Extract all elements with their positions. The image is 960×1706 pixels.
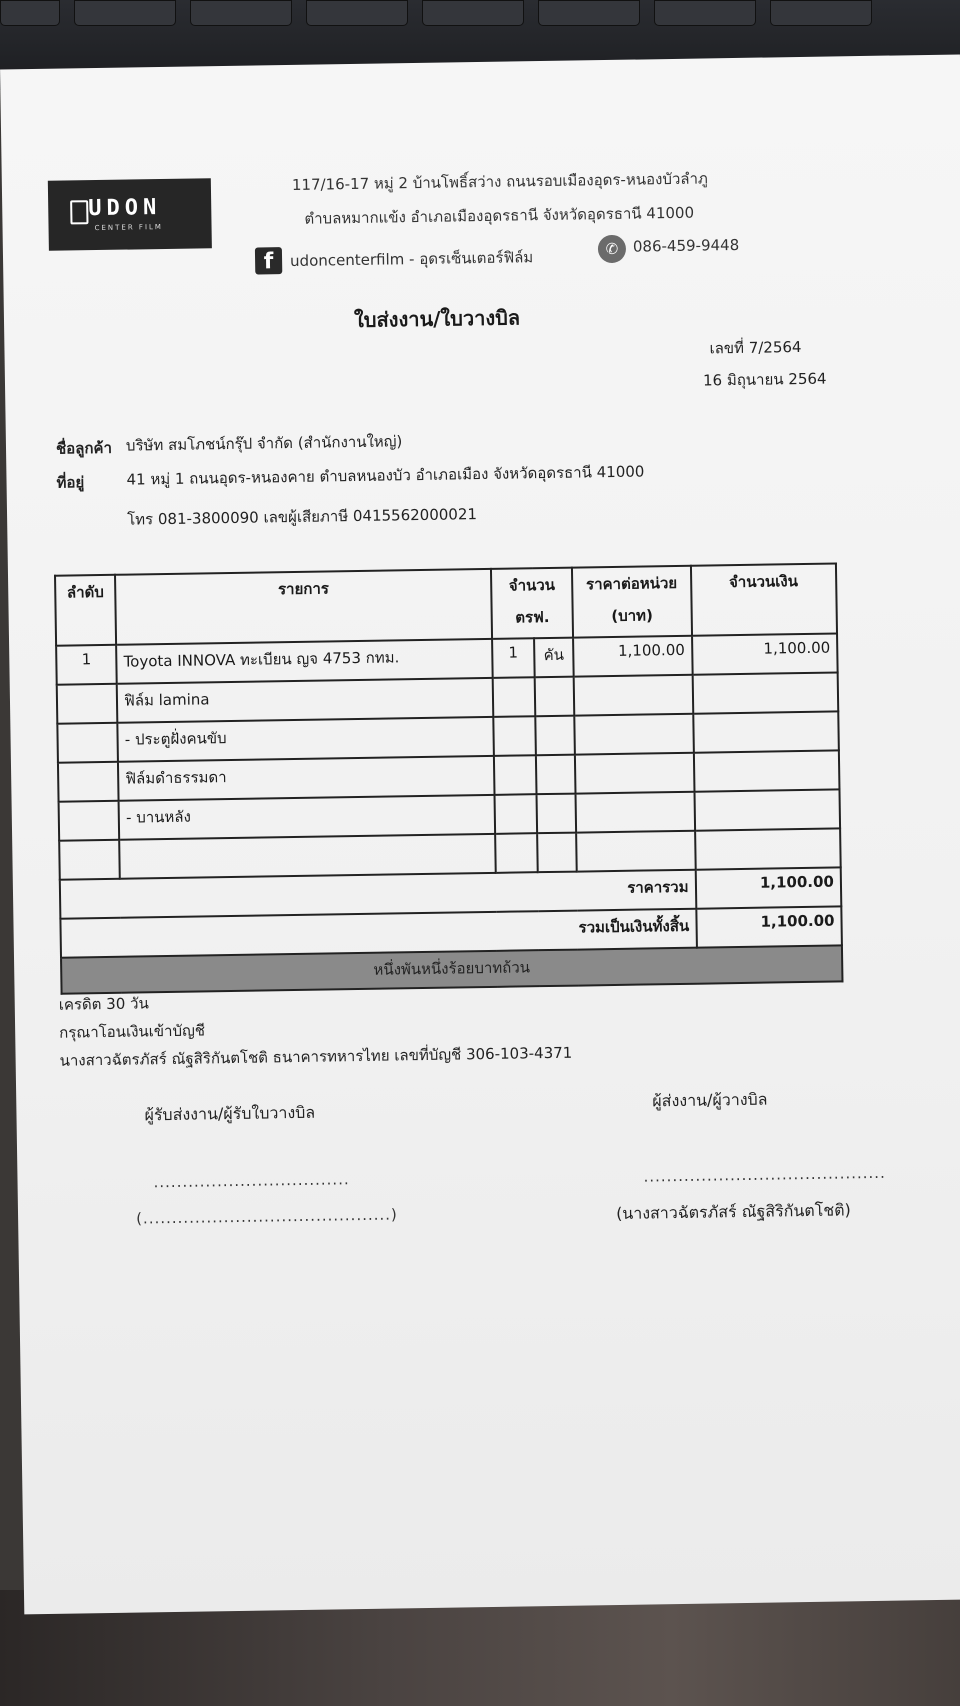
subtotal-value: 1,100.00 bbox=[695, 867, 841, 908]
amount-in-words: หนึ่งพันหนึ่งร้อยบาทถ้วน bbox=[61, 945, 842, 993]
header-qty bbox=[491, 568, 573, 639]
document-number: เลขที่ 7/2564 bbox=[709, 337, 802, 358]
row-unit bbox=[534, 677, 574, 717]
company-logo bbox=[48, 178, 212, 251]
subtotal-label: ราคารวม bbox=[60, 870, 696, 919]
row-unit: คัน bbox=[534, 638, 574, 678]
row-no bbox=[57, 684, 118, 724]
company-facebook: udoncenterfilm - อุดรเซ็นเตอร์ฟิล์ม bbox=[289, 248, 534, 271]
header-unit-price bbox=[572, 566, 691, 638]
sender-label: ผู้ส่งงาน/ผู้วางบิล bbox=[652, 1089, 768, 1111]
row-amount: 1,100.00 bbox=[692, 633, 838, 674]
keyboard-key bbox=[654, 0, 756, 26]
phone-icon: ✆ bbox=[598, 235, 626, 263]
row-amount bbox=[692, 672, 838, 713]
table-header-row bbox=[55, 563, 837, 645]
header-item: รายการ bbox=[115, 569, 492, 645]
receiver-label: ผู้รับส่งงาน/ผู้รับใบวางบิล bbox=[144, 1102, 316, 1125]
header-qty-line1: จำนวน bbox=[508, 575, 556, 595]
row-amount bbox=[694, 789, 840, 830]
keyboard-key bbox=[74, 0, 176, 26]
keyboard-key bbox=[538, 0, 640, 26]
row-item: ฟิล์ม lamina bbox=[117, 678, 494, 723]
logo-text: UDON bbox=[88, 195, 162, 222]
keyboard-key bbox=[422, 0, 524, 26]
row-no bbox=[59, 801, 120, 841]
row-amount bbox=[693, 750, 839, 791]
row-qty bbox=[493, 716, 535, 756]
row-price bbox=[576, 831, 695, 872]
row-no bbox=[58, 762, 119, 802]
row-qty bbox=[494, 755, 536, 795]
row-amount bbox=[695, 828, 841, 869]
row-unit bbox=[535, 716, 575, 756]
total-label: รวมเป็นเงินทั้งสิ้น bbox=[60, 909, 696, 958]
row-no bbox=[59, 840, 120, 880]
customer-name: บริษัท สมโภชน์กรุ๊ป จำกัด (สำนักงานใหญ่) bbox=[125, 432, 403, 455]
row-qty bbox=[495, 833, 537, 873]
row-unit bbox=[537, 833, 577, 873]
invoice-paper bbox=[0, 54, 960, 1614]
credit-terms: เครดิต 30 วัน bbox=[58, 994, 149, 1014]
row-item: - บานหลัง bbox=[119, 795, 496, 840]
row-no: 1 bbox=[56, 645, 117, 685]
company-address-line2: ตำบลหมากแข้ง อำเภอเมืองอุดรธานี จังหวัดอุดรธานี 41000 bbox=[304, 203, 695, 228]
document-title: ใบส่งงาน/ใบวางบิล bbox=[353, 305, 521, 333]
row-amount bbox=[693, 711, 839, 752]
keyboard-key bbox=[770, 0, 872, 26]
receiver-signature-line: .................................. bbox=[153, 1170, 350, 1192]
row-item: ฟิล์มดำธรรมดา bbox=[118, 756, 495, 801]
row-qty: 1 bbox=[492, 638, 534, 678]
row-item bbox=[119, 834, 496, 879]
document-date: 16 มิถุนายน 2564 bbox=[702, 369, 827, 390]
transfer-note: กรุณาโอนเงินเข้าบัญชี bbox=[59, 1021, 206, 1042]
sender-signature-line: .......................................... bbox=[643, 1163, 886, 1186]
logo-subtext: CENTER FILM bbox=[94, 223, 163, 233]
total-value: 1,100.00 bbox=[696, 906, 842, 947]
customer-address-label: ที่อยู่ bbox=[56, 473, 85, 492]
keyboard-key bbox=[0, 0, 60, 26]
row-unit bbox=[536, 755, 576, 795]
keyboard-key bbox=[190, 0, 292, 26]
row-price bbox=[575, 753, 694, 794]
logo-mark-icon bbox=[70, 200, 88, 224]
row-price bbox=[574, 714, 693, 755]
row-qty bbox=[493, 677, 535, 717]
company-address-line1: 117/16-17 หมู่ 2 บ้านโพธิ์สว่าง ถนนรอบเมืองอุดร-หนองบัวลำภู bbox=[291, 169, 708, 194]
header-amount: จำนวนเงิน bbox=[691, 563, 838, 635]
customer-contact: โทร 081-3800090 เลขผู้เสียภาษี 0415562000021 bbox=[127, 505, 478, 529]
header-unit-price-line2: (บาท) bbox=[611, 606, 653, 626]
customer-address: 41 หมู่ 1 ถนนอุดร-หนองคาย ตำบลหนองบัว อำเภอเมือง จังหวัดอุดรธานี 41000 bbox=[126, 462, 645, 489]
header-no: ลำดับ bbox=[55, 575, 116, 646]
row-qty bbox=[495, 794, 537, 834]
company-phone: 086-459-9448 bbox=[632, 235, 740, 256]
header-unit-price-line1: ราคาต่อหน่วย bbox=[585, 573, 678, 594]
row-price: 1,100.00 bbox=[573, 636, 692, 677]
bank-account: นางสาวฉัตรภัสร์ ณัฐสิริกันตโชติ ธนาคารทหารไทย เลขที่บัญชี 306-103-4371 bbox=[59, 1043, 573, 1070]
row-unit bbox=[536, 794, 576, 834]
items-table bbox=[54, 562, 844, 994]
row-item: Toyota INNOVA ทะเบียน ญจ 4753 กทม. bbox=[116, 639, 493, 684]
row-price bbox=[576, 792, 695, 833]
receiver-name-blank: (...........................................) bbox=[135, 1205, 398, 1228]
facebook-icon: f bbox=[255, 247, 282, 274]
keyboard-key bbox=[306, 0, 408, 26]
sender-name: (นางสาวฉัตรภัสร์ ณัฐสิริกันตโชติ) bbox=[615, 1200, 851, 1224]
customer-name-label: ชื่อลูกค้า bbox=[55, 438, 113, 458]
row-item: - ประตูฝั่งคนขับ bbox=[118, 717, 495, 762]
header-qty-line2: ตรฟ. bbox=[515, 607, 550, 627]
row-no bbox=[57, 723, 118, 763]
row-price bbox=[574, 675, 693, 716]
